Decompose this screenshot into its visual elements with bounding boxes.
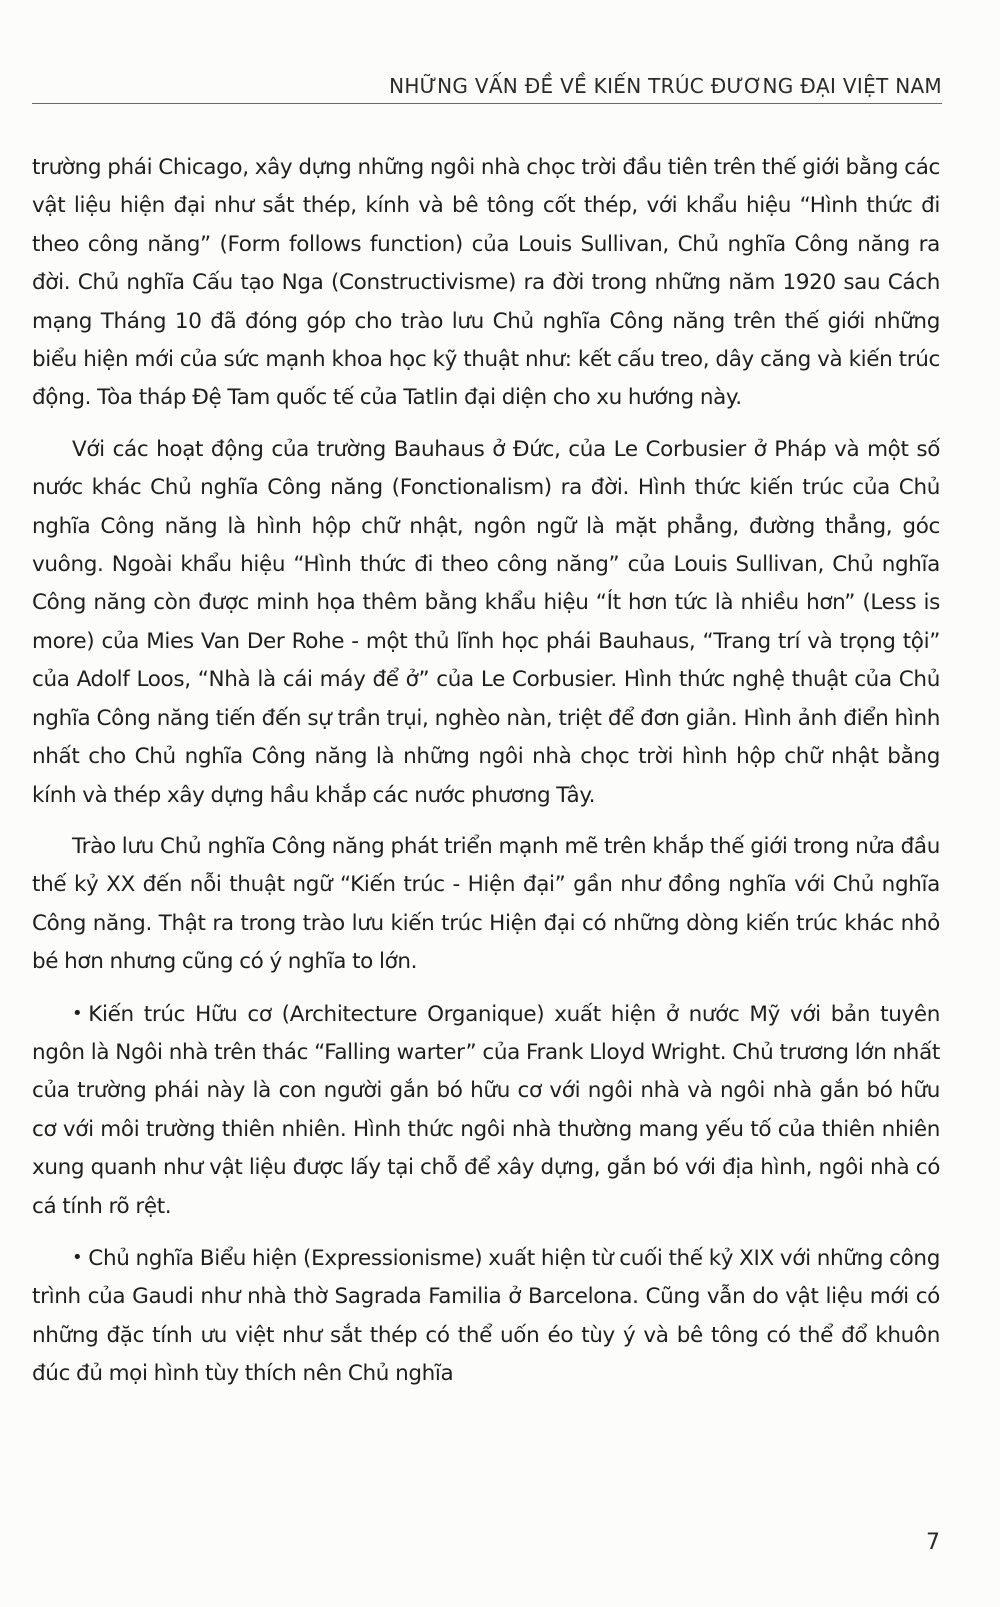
page-number: 7 (926, 1530, 940, 1555)
bullet-mark: • (72, 1246, 83, 1268)
running-header-title: NHỮNG VẤN ĐỀ VỀ KIẾN TRÚC ĐƯƠNG ĐẠI VIỆT NAM (389, 74, 942, 98)
paragraph-modern-trend: Trào lưu Chủ nghĩa Công năng phát triển mạnh mẽ trên khắp thế giới trong nửa đầu thế kỷ XX đến nỗi thuật ngữ “Kiến trúc - Hiện đại” gần như đồng nghĩa với Chủ nghĩa Công năng. Thật ra trong trào lưu kiến trúc Hiện đại có những dòng kiến trúc khác nhỏ bé hơn nhưng cũng có ý nghĩa to lớn. (32, 833, 940, 975)
bullet-expressionism (32, 1239, 940, 1394)
bullet-text: Kiến trúc Hữu cơ (Architecture Organique) xuất hiện ở nước Mỹ với bản tuyên ngôn là Ngôi nhà trên thác “Falling warter” của Frank Lloyd Wright. Chủ trương lớn nhất của trường phái này là con người gắn bó hữu cơ với ngôi nhà và ngôi nhà gắn bó hữu cơ với môi trường thiên nhiên. Hình thức ngôi nhà thường mang yếu tố của thiên nhiên xung quanh như vật liệu được lấy tại chỗ để xây dựng, gắn bó với địa hình, ngôi nhà có cá tính rõ rệt. (32, 1001, 940, 1219)
bullet-text: Chủ nghĩa Biểu hiện (Expressionisme) xuất hiện từ cuối thế kỷ XIX với những công trình của Gaudi như nhà thờ Sagrada Familia ở Barcelona. Cũng vẫn do vật liệu mới có những đặc tính ưu việt như sắt thép có thể uốn éo tùy ý và bê tông có thể đổ khuôn đúc đủ mọi hình tùy thích nên Chủ nghĩa (32, 1245, 940, 1387)
bullet-organic-architecture (32, 995, 940, 1226)
paragraph-continuation: trường phái Chicago, xây dựng những ngôi nhà chọc trời đầu tiên trên thế giới bằng các vật liệu hiện đại như sắt thép, kính và bê tông cốt thép, với khẩu hiệu “Hình thức đi theo công năng” (Form follows function) của Louis Sullivan, Chủ nghĩa Công năng ra đời. Chủ nghĩa Cấu tạo Nga (Constructivisme) ra đời trong những năm 1920 sau Cách mạng Tháng 10 đã đóng góp cho trào lưu Chủ nghĩa Công năng trên thế giới những biểu hiện mới của sức mạnh khoa học kỹ thuật như: kết cấu treo, dây căng và kiến trúc động. Tòa tháp Đệ Tam quốc tế của Tatlin đại diện cho xu hướng này. (32, 155, 940, 411)
body-text (32, 149, 940, 1407)
paragraph-functionalism: Với các hoạt động của trường Bauhaus ở Đức, của Le Corbusier ở Pháp và một số nước khác Chủ nghĩa Công năng (Fonctionalism) ra đời. Hình thức kiến trúc của Chủ nghĩa Công năng là hình hộp chữ nhật, ngôn ngữ là mặt phẳng, đường thẳng, góc vuông. Ngoài khẩu hiệu “Hình thức đi theo công năng” của Louis Sullivan, Chủ nghĩa Công năng còn được minh họa thêm bằng khẩu hiệu “Ít hơn tức là nhiều hơn” (Less is more) của Mies Van Der Rohe - một thủ lĩnh học phái Bauhaus, “Trang trí và trọng tội” của Adolf Loos, “Nhà là cái máy để ở” của Le Corbusier. Hình thức nghệ thuật của Chủ nghĩa Công năng tiến đến sự trần trụi, nghèo nàn, triệt để đơn giản. Hình ảnh điển hình nhất cho Chủ nghĩa Công năng là những ngôi nhà chọc trời hình hộp chữ nhật bằng kính và thép xây dựng hầu khắp các nước phương Tây. (32, 436, 940, 808)
header-rule (32, 103, 942, 104)
bullet-mark: • (72, 1002, 83, 1024)
